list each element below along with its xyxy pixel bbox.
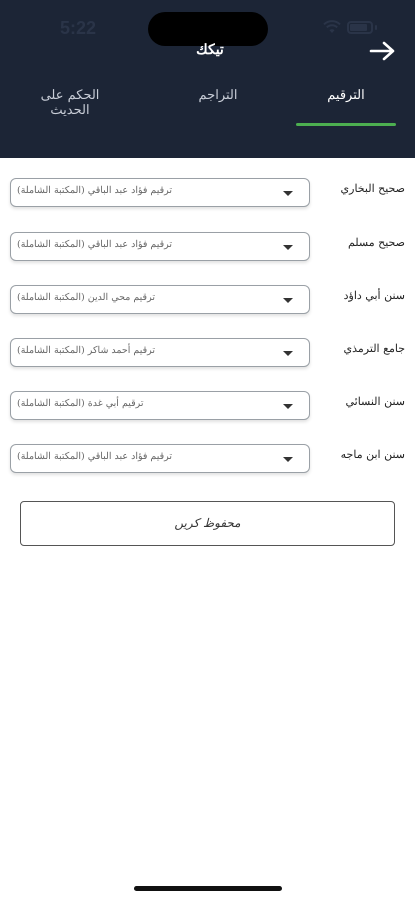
numbering-dropdown[interactable] [10,444,310,473]
home-indicator[interactable] [134,886,282,891]
tab-bar [0,88,415,128]
header [0,0,415,158]
dropdown-value: ترقيم أبي غدة (المكتبة الشاملة) [17,398,144,409]
dynamic-island [148,12,268,46]
numbering-dropdown[interactable] [10,178,310,207]
setting-row [0,444,415,474]
tab-hadith-ruling[interactable]: الحكم على الحديث [40,88,100,118]
setting-row [0,338,415,368]
battery-tip [375,25,377,30]
nav-title: تيكك [196,42,224,58]
setting-row [0,232,415,262]
numbering-dropdown[interactable] [10,285,310,314]
dropdown-value: ترقيم فؤاد عبد الباقي (المكتبة الشاملة) [17,185,173,196]
row-label: سنن أبي داؤد [343,289,405,302]
battery-icon [347,21,373,34]
dropdown-value: ترقيم فؤاد عبد الباقي (المكتبة الشاملة) [17,451,173,462]
tab-biographies[interactable]: التراجم [198,88,238,103]
numbering-dropdown[interactable] [10,338,310,367]
caret-down-icon [283,245,293,250]
caret-down-icon [283,191,293,196]
dropdown-value: ترقيم محي الدين (المكتبة الشاملة) [17,292,155,303]
caret-down-icon [283,298,293,303]
save-button-label: محفوظ کریں [174,516,241,530]
wifi-icon [323,20,341,34]
dropdown-value: ترقيم فؤاد عبد الباقي (المكتبة الشاملة) [17,239,173,250]
setting-row [0,391,415,421]
row-label: سنن النسائي [345,395,405,408]
active-tab-indicator [296,123,396,126]
row-label: جامع الترمذي [343,342,405,355]
tab-numbering[interactable]: الترقيم [327,88,365,103]
status-icons [323,20,377,34]
row-label: صحيح البخاري [340,182,405,195]
status-time: 5:22 [60,18,97,38]
numbering-dropdown[interactable] [10,391,310,420]
setting-row [0,285,415,315]
numbering-dropdown[interactable] [10,232,310,261]
row-label: صحيح مسلم [347,236,405,249]
caret-down-icon [283,457,293,462]
dropdown-value: ترقيم أحمد شاكر (المكتبة الشاملة) [17,345,156,356]
caret-down-icon [283,404,293,409]
setting-row [0,178,415,208]
arrow-right-icon[interactable] [369,40,397,62]
caret-down-icon [283,351,293,356]
row-label: سنن ابن ماجه [340,448,405,461]
save-button[interactable] [20,501,395,546]
